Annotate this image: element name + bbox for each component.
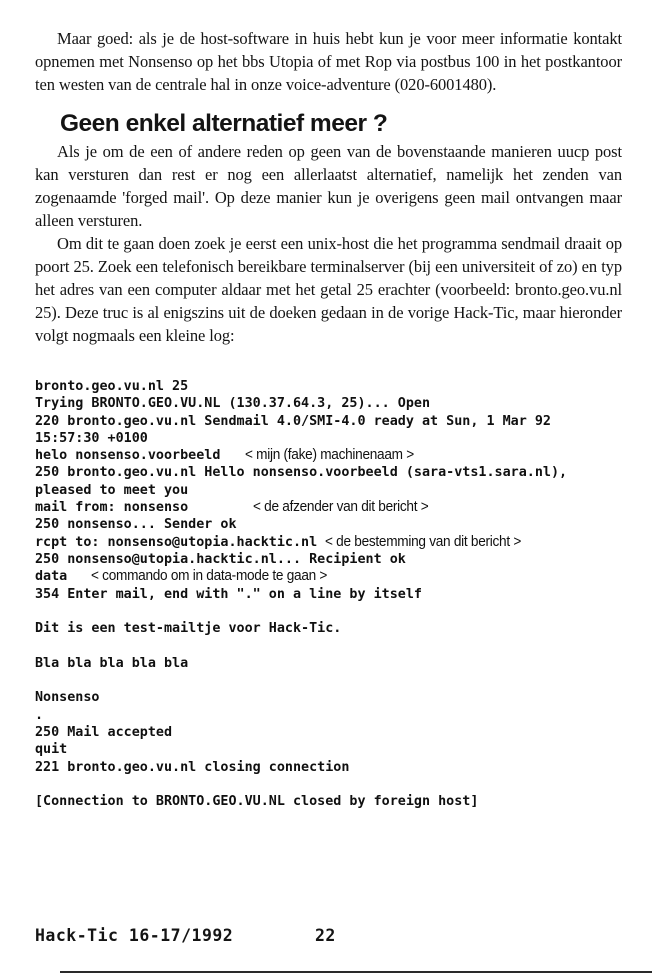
log-text: 250 nonsenso... Sender ok [35, 517, 237, 533]
log-annotation: < commando om in data-mode te gaan > [91, 568, 328, 585]
log-line [35, 482, 622, 499]
log-text: helo nonsenso.voorbeeld [35, 448, 245, 464]
log-line [35, 776, 622, 793]
article-heading: Geen enkel alternatief meer ? [60, 110, 388, 137]
log-line [35, 620, 622, 637]
paragraph-intro: Maar goed: als je de host-software in huis hebt kun je voor meer informatie kontakt opnemen met Nonsenso op het bbs Utopia of met Rop via postbus 100 in het postkantoor ten westen van de centrale hal in onze voice-adventure (020-6001480). [35, 29, 622, 94]
log-annotation: < de bestemming van dit bericht > [325, 533, 522, 550]
log-text: . [35, 707, 44, 723]
log-text: 250 Mail accepted [35, 724, 173, 740]
log-text: Trying BRONTO.GEO.VU.NL (130.37.64.3, 25)... Open [35, 396, 431, 412]
page-footer [35, 926, 622, 945]
log-line [35, 586, 622, 603]
log-text: [Connection to BRONTO.GEO.VU.NL closed by foreign host] [35, 794, 479, 810]
log-line [35, 724, 622, 741]
paragraph-sendmail-howto: Om dit te gaan doen zoek je eerst een unix-host die het programma sendmail draait op poort 25. Zoek een telefonisch bereikbare terminalserver (bij een universiteit of zo) en typ het adres van een computer aldaar met het getal 25 erachter (voorbeeld: bronto.geo.vu.nl 25). Deze truc is al enigszins uit de doeken gedaan in de vorige Hack-Tic, maar hieronder volgt nogmaals een kleine log: [35, 234, 622, 345]
log-line [35, 672, 622, 689]
log-line [35, 395, 622, 412]
log-text: pleased to meet you [35, 482, 189, 498]
log-line [35, 534, 622, 551]
log-text: Dit is een test-mailtje voor Hack-Tic. [35, 621, 342, 637]
log-text: quit [35, 742, 68, 758]
log-line [35, 637, 622, 654]
log-text: Nonsenso [35, 690, 100, 706]
log-line [35, 655, 622, 672]
log-annotation: < mijn (fake) machinenaam > [244, 447, 414, 464]
log-line [35, 464, 622, 481]
log-line [35, 413, 622, 430]
terminal-log [35, 378, 622, 810]
log-text: data [35, 569, 92, 585]
log-text: 250 nonsenso@utopia.hacktic.nl... Recipient ok [35, 551, 406, 567]
log-text: 221 bronto.geo.vu.nl closing connection [35, 759, 350, 775]
log-text: 220 bronto.geo.vu.nl Sendmail 4.0/SMI-4.0 ready at Sun, 1 Mar 92 [35, 413, 551, 429]
log-line [35, 793, 622, 810]
log-text: 250 bronto.geo.vu.nl Hello nonsenso.voorbeeld (sara-vts1.sara.nl), [35, 465, 568, 481]
log-annotation: < de afzender van dit bericht > [252, 499, 429, 516]
log-line [35, 759, 622, 776]
log-line [35, 516, 622, 533]
article-body [35, 27, 622, 347]
log-text: bronto.geo.vu.nl 25 [35, 379, 189, 394]
footer-page-number: 22 [315, 926, 336, 945]
log-line [35, 430, 622, 447]
log-line [35, 447, 622, 464]
log-line [35, 568, 622, 585]
log-line [35, 378, 622, 395]
log-line [35, 707, 622, 724]
log-text: Bla bla bla bla bla [35, 655, 189, 671]
log-line [35, 603, 622, 620]
log-text: mail from: nonsenso [35, 500, 253, 516]
log-line [35, 741, 622, 758]
log-line [35, 689, 622, 706]
log-text: rcpt to: nonsenso@utopia.hacktic.nl [35, 534, 326, 550]
log-line [35, 499, 622, 516]
footer-issue-label: Hack-Tic 16-17/1992 [35, 926, 234, 945]
log-text: 15:57:30 +0100 [35, 430, 148, 446]
log-text: 354 Enter mail, end with "." on a line by itself [35, 586, 422, 602]
log-line [35, 551, 622, 568]
paragraph-forged-mail: Als je om de een of andere reden op geen van de bovenstaande manieren uucp post kan versturen dan rest er nog een allerlaatst alternatief, namelijk het zenden van zogenaamde 'forged mail'. Op deze manier kun je overigens geen mail ontvangen maar alleen versturen. [35, 142, 622, 230]
